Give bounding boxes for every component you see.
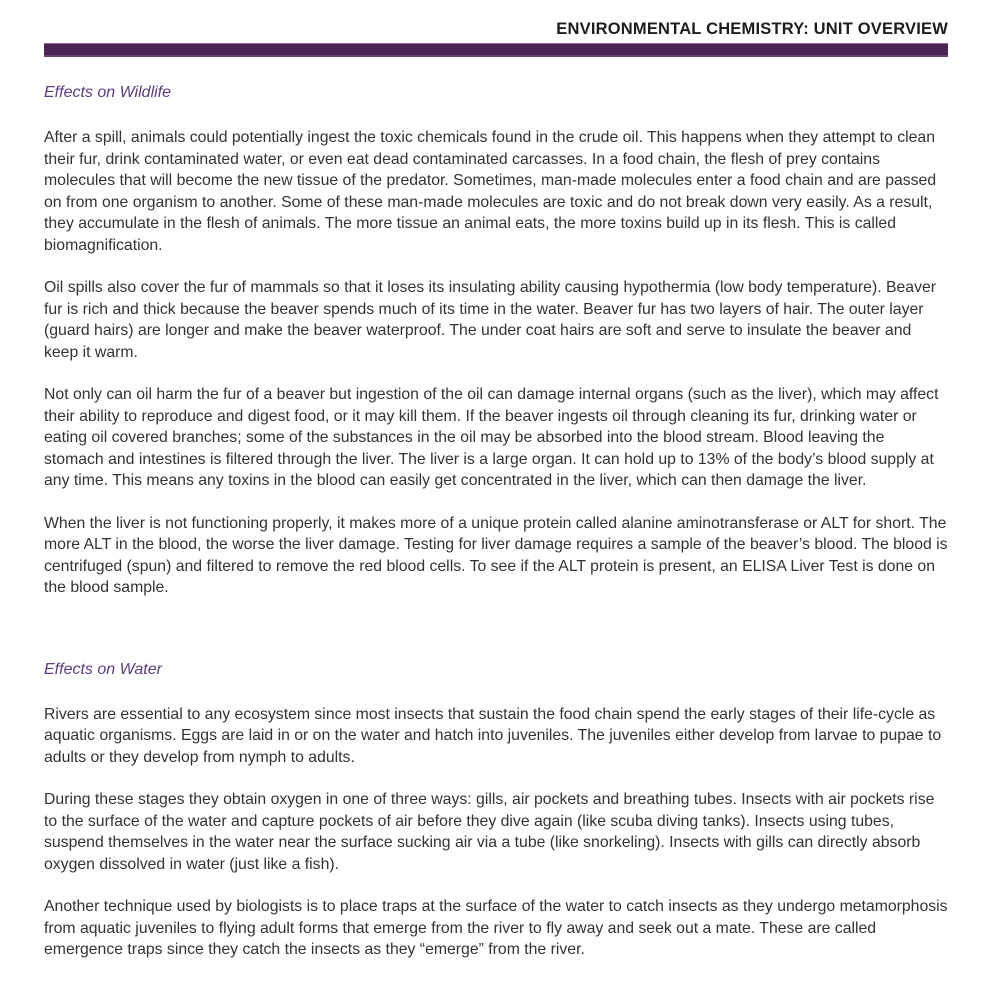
accent-divider-bar xyxy=(44,43,948,57)
page-title: ENVIRONMENTAL CHEMISTRY: UNIT OVERVIEW xyxy=(556,20,948,38)
paragraph-wildlife-2: Oil spills also cover the fur of mammals so that it loses its insulating ability causing hypothermia (low body temperature). Beaver fur is rich and thick because the beaver spends much of its time in the water. Beaver fur has two layers of hair. The outer layer (guard hairs) are longer and make the beaver waterproof. The under coat hairs are soft and serve to insulate the beaver and keep it warm. xyxy=(44,279,937,361)
paragraph-water-1: Rivers are essential to any ecosystem since most insects that sustain the food chain spend the early stages of their life-cycle as aquatic organisms. Eggs are laid in or on the water and hatch into juveniles. The juveniles either develop from larvae to pupae to adults or they develop from nymph to adults. xyxy=(44,705,942,766)
section-effects-on-wildlife xyxy=(44,84,948,599)
paragraph-wildlife-3: Not only can oil harm the fur of a beaver but ingestion of the oil can damage internal organs (such as the liver), which may affect their ability to reproduce and digest food, or it may kill them. If the beaver ingests oil through cleaning its fur, drinking water or eating oil covered branches; some of the substances in the oil may be absorbed into the blood stream. Blood leaving the stomach and intestines is filtered through the liver. The liver is a large organ. It can hold up to 13% of the body’s blood supply at any time. This means any toxins in the blood can easily get concentrated in the liver, which can then damage the liver. xyxy=(44,386,939,489)
section-heading-wildlife: Effects on Wildlife xyxy=(44,84,172,101)
page-header xyxy=(44,20,948,57)
section-effects-on-water xyxy=(44,661,948,961)
paragraph-wildlife-1: After a spill, animals could potentially ingest the toxic chemicals found in the crude oil. This happens when they attempt to clean their fur, drink contaminated water, or even eat dead contaminated carcasses. In a food chain, the flesh of prey contains molecules that will become the new tissue of the predator. Sometimes, man-made molecules enter a food chain and are passed on from one organism to another. Some of these man-made molecules are toxic and do not break down very easily. As a result, they accumulate in the flesh of animals. The more tissue an animal eats, the more toxins build up in its flesh. This is called biomagnification. xyxy=(44,129,937,254)
document-body xyxy=(44,84,948,961)
paragraph-wildlife-4: When the liver is not functioning properly, it makes more of a unique protein called alanine aminotransferase or ALT for short. The more ALT in the blood, the worse the liver damage. Testing for liver damage requires a sample of the beaver’s blood. The blood is centrifuged (spun) and filtered to remove the red blood cells. To see if the ALT protein is present, an ELISA Liver Test is done on the blood sample. xyxy=(44,514,948,596)
section-heading-water: Effects on Water xyxy=(44,660,162,678)
paragraph-water-3: Another technique used by biologists is to place traps at the surface of the water to catch insects as they undergo metamorphosis from aquatic juveniles to flying adult forms that emerge from the river to fly away and seek out a mate. These are called emergence traps since they catch the insects as they “emerge” from the river. xyxy=(44,898,948,958)
paragraph-water-2: During these stages they obtain oxygen in one of three ways: gills, air pockets and breathing tubes. Insects with air pockets rise to the surface of the water and capture pockets of air before they dive again (like scuba diving tanks). Insects using tubes, suspend themselves in the water near the surface sucking air via a tube (like snorkeling). Insects with gills can directly absorb oxygen dissolved in water (just like a fish). xyxy=(44,791,935,873)
